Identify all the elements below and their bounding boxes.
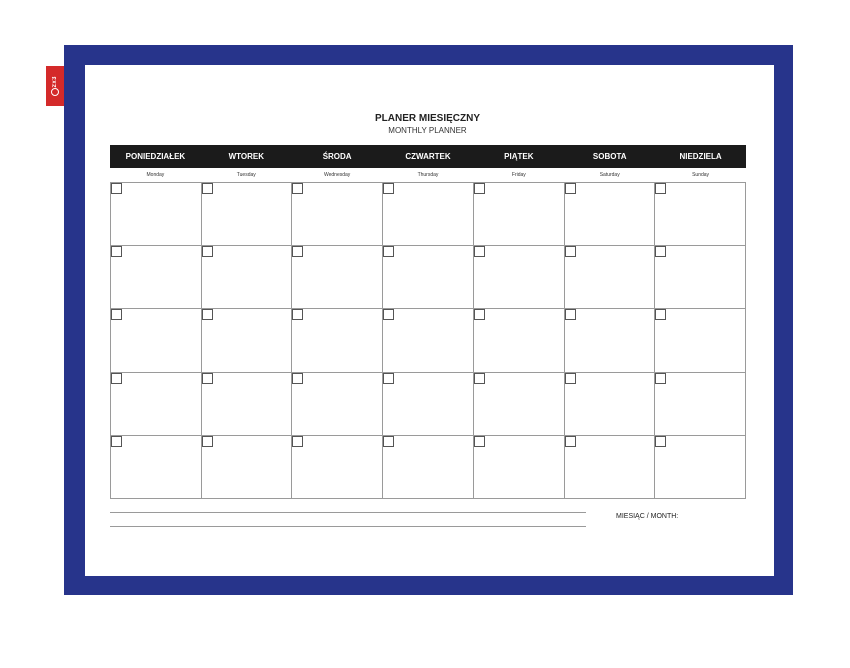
weekday-en-wednesday: Wednesday: [323, 172, 351, 178]
date-box[interactable]: [383, 373, 394, 384]
weekday-header-tuesday: WTOREK: [228, 152, 264, 161]
date-box[interactable]: [202, 183, 213, 194]
date-box[interactable]: [565, 183, 576, 194]
date-box[interactable]: [111, 246, 122, 257]
day-cell[interactable]: [111, 436, 202, 499]
day-cell[interactable]: [655, 309, 746, 372]
date-box[interactable]: [565, 246, 576, 257]
date-box[interactable]: [565, 436, 576, 447]
weekday-en-thursday: Thursday: [417, 172, 439, 178]
weekday-header-wednesday: ŚRODA: [322, 152, 352, 161]
date-box[interactable]: [292, 309, 303, 320]
date-box[interactable]: [474, 183, 485, 194]
date-box[interactable]: [383, 309, 394, 320]
weekday-en-saturday: Saturday: [599, 172, 620, 178]
weekday-header-monday: PONIEDZIAŁEK: [125, 152, 186, 161]
day-cell[interactable]: [565, 183, 656, 246]
date-box[interactable]: [292, 183, 303, 194]
day-cell[interactable]: [383, 246, 474, 309]
day-cell[interactable]: [565, 246, 656, 309]
date-box[interactable]: [383, 246, 394, 257]
date-box[interactable]: [383, 436, 394, 447]
date-box[interactable]: [111, 436, 122, 447]
date-box[interactable]: [202, 373, 213, 384]
day-cell[interactable]: [202, 246, 293, 309]
brand-logo-icon: [51, 88, 59, 96]
date-box[interactable]: [202, 436, 213, 447]
day-cell[interactable]: [292, 183, 383, 246]
day-cell[interactable]: [474, 183, 565, 246]
date-box[interactable]: [292, 373, 303, 384]
day-cell[interactable]: [292, 436, 383, 499]
brand-logo-text: 2x3: [52, 75, 58, 88]
date-box[interactable]: [655, 309, 666, 320]
weekday-header-thursday: CZWARTEK: [405, 152, 451, 161]
day-cell[interactable]: [111, 373, 202, 436]
day-cell[interactable]: [655, 436, 746, 499]
day-cell[interactable]: [202, 309, 293, 372]
month-label: MIESIĄC / MONTH:: [616, 513, 679, 520]
weekday-en-tuesday: Tuesday: [236, 172, 256, 178]
date-box[interactable]: [655, 436, 666, 447]
date-box[interactable]: [474, 246, 485, 257]
day-cell[interactable]: [111, 183, 202, 246]
day-cell[interactable]: [655, 246, 746, 309]
date-box[interactable]: [474, 436, 485, 447]
weekday-en-sunday: Sunday: [692, 172, 710, 178]
day-cell[interactable]: [111, 246, 202, 309]
weekday-header-bar: [110, 145, 746, 168]
weekday-en-monday: Monday: [146, 172, 165, 178]
day-cell[interactable]: [474, 246, 565, 309]
calendar-grid: [110, 182, 746, 499]
day-cell[interactable]: [474, 436, 565, 499]
date-box[interactable]: [565, 373, 576, 384]
day-cell[interactable]: [202, 183, 293, 246]
notes-line: [110, 512, 586, 513]
date-box[interactable]: [655, 246, 666, 257]
weekday-header-sunday: NIEDZIELA: [679, 152, 722, 161]
date-box[interactable]: [111, 373, 122, 384]
day-cell[interactable]: [111, 309, 202, 372]
date-box[interactable]: [292, 246, 303, 257]
day-cell[interactable]: [292, 309, 383, 372]
date-box[interactable]: [474, 309, 485, 320]
day-cell[interactable]: [383, 183, 474, 246]
day-cell[interactable]: [292, 373, 383, 436]
brand-logo-tag: [46, 66, 64, 106]
weekday-header-saturday: SOBOTA: [592, 152, 627, 161]
day-cell[interactable]: [655, 373, 746, 436]
weekday-english-row: [110, 170, 746, 180]
day-cell[interactable]: [383, 373, 474, 436]
day-cell[interactable]: [383, 309, 474, 372]
day-cell[interactable]: [565, 373, 656, 436]
weekday-header-friday: PIĄTEK: [504, 152, 534, 161]
day-cell[interactable]: [474, 373, 565, 436]
day-cell[interactable]: [474, 309, 565, 372]
day-cell[interactable]: [565, 436, 656, 499]
date-box[interactable]: [202, 246, 213, 257]
date-box[interactable]: [655, 183, 666, 194]
date-box[interactable]: [655, 373, 666, 384]
day-cell[interactable]: [292, 246, 383, 309]
day-cell[interactable]: [202, 373, 293, 436]
date-box[interactable]: [111, 183, 122, 194]
day-cell[interactable]: [202, 436, 293, 499]
planner-subtitle: MONTHLY PLANNER: [388, 126, 467, 135]
day-cell[interactable]: [383, 436, 474, 499]
date-box[interactable]: [202, 309, 213, 320]
planner-title: PLANER MIESIĘCZNY: [374, 113, 480, 124]
day-cell[interactable]: [565, 309, 656, 372]
date-box[interactable]: [383, 183, 394, 194]
weekday-en-friday: Friday: [511, 172, 526, 178]
date-box[interactable]: [565, 309, 576, 320]
day-cell[interactable]: [655, 183, 746, 246]
date-box[interactable]: [474, 373, 485, 384]
date-box[interactable]: [111, 309, 122, 320]
notes-line: [110, 526, 586, 527]
date-box[interactable]: [292, 436, 303, 447]
